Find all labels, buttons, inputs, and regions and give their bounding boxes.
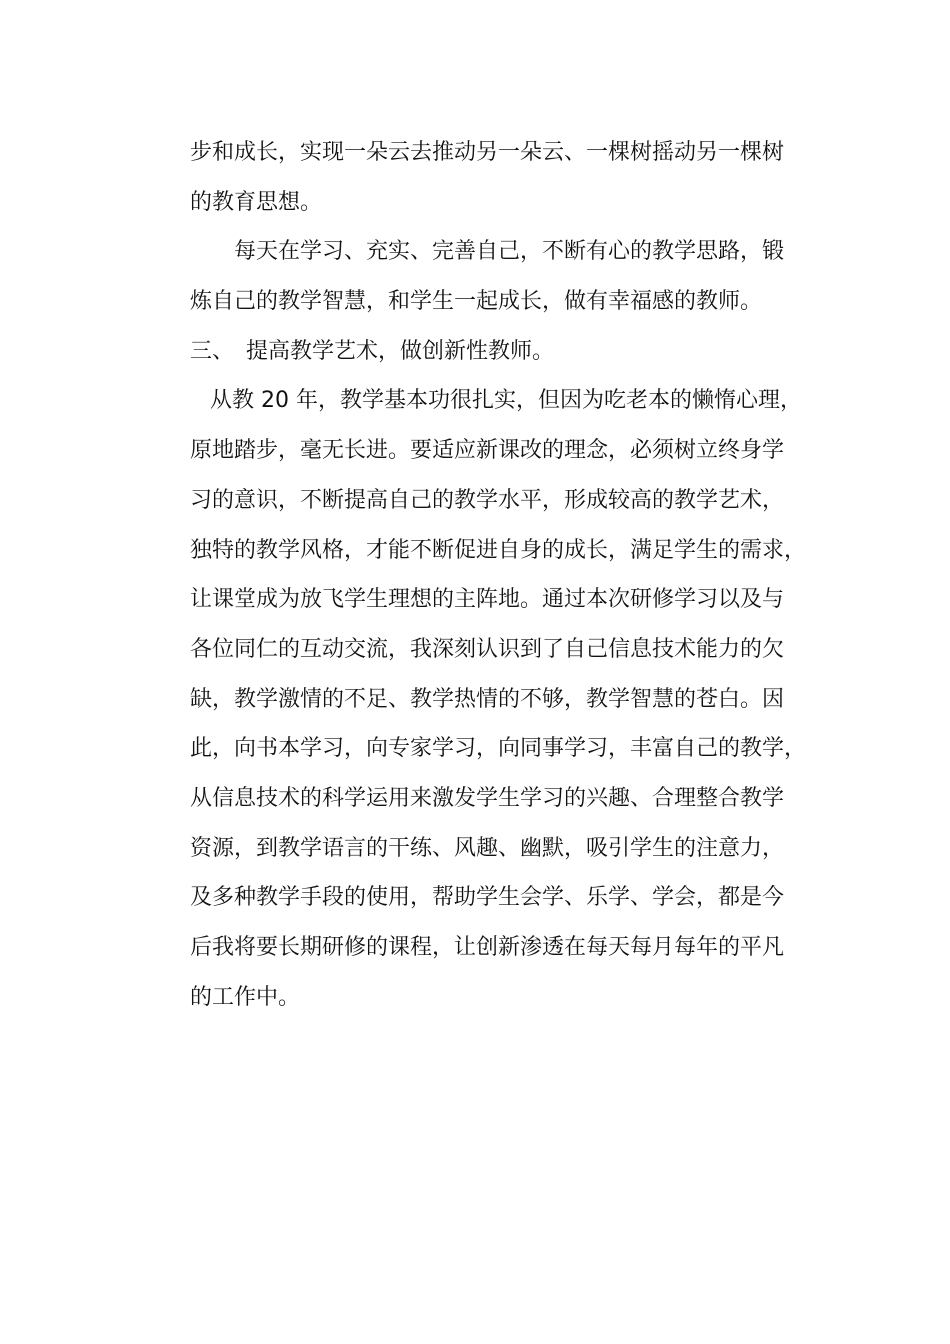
text-line: 各位同仁的互动交流，我深刻认识到了自己信息技术能力的欠 bbox=[190, 636, 785, 662]
text-line: 步和成长，实现一朵云去推动另一朵云、一棵树摇动另一棵树 bbox=[190, 140, 785, 165]
text-line: 资源，到教学语言的干练、风趣、幽默，吸引学生的注意力， bbox=[190, 835, 785, 861]
text-line: 的工作中。 bbox=[190, 984, 301, 1010]
text-line: 后我将要长期研修的课程，让创新渗透在每天每月每年的平凡 bbox=[190, 935, 785, 960]
paragraph-3 bbox=[190, 376, 820, 1022]
text-line: 让课堂成为放飞学生理想的主阵地。通过本次研修学习以及与 bbox=[190, 587, 785, 613]
text-line: 原地踏步，毫无长进。要适应新课改的理念，必须树立终身学 bbox=[190, 438, 785, 464]
text-line: 每天在学习、充实、完善自己，不断有心的教学思路，锻 bbox=[234, 239, 785, 265]
text-line: 从信息技术的科学运用来激发学生学习的兴趣、合理整合教学 bbox=[190, 785, 785, 811]
text-line: 习的意识，不断提高自己的教学水平，形成较高的教学艺术， bbox=[190, 487, 785, 513]
text-line: 炼自己的教学智慧，和学生一起成长，做有幸福感的教师。 bbox=[190, 289, 763, 315]
text-line: 独特的教学风格，才能不断促进自身的成长，满足学生的需求， bbox=[190, 537, 807, 563]
paragraph-2 bbox=[190, 227, 820, 326]
document-body bbox=[190, 128, 820, 1022]
text-line: 从教 20 年，教学基本功很扎实，但因为吃老本的懒惰心理， bbox=[210, 388, 802, 414]
section-heading bbox=[190, 327, 820, 377]
text-line: 缺，教学激情的不足、教学热情的不够，教学智慧的苍白。因 bbox=[190, 686, 785, 712]
heading-number: 三、 bbox=[190, 338, 235, 364]
text-line: 及多种教学手段的使用，帮助学生会学、乐学、学会，都是今 bbox=[190, 885, 785, 911]
paragraph-1 bbox=[190, 128, 820, 227]
heading-text: 提高教学艺术，做创新性教师。 bbox=[246, 338, 555, 364]
text-line: 此，向书本学习，向专家学习，向同事学习，丰富自己的教学， bbox=[190, 736, 807, 762]
text-line: 的教育思想。 bbox=[190, 189, 323, 215]
